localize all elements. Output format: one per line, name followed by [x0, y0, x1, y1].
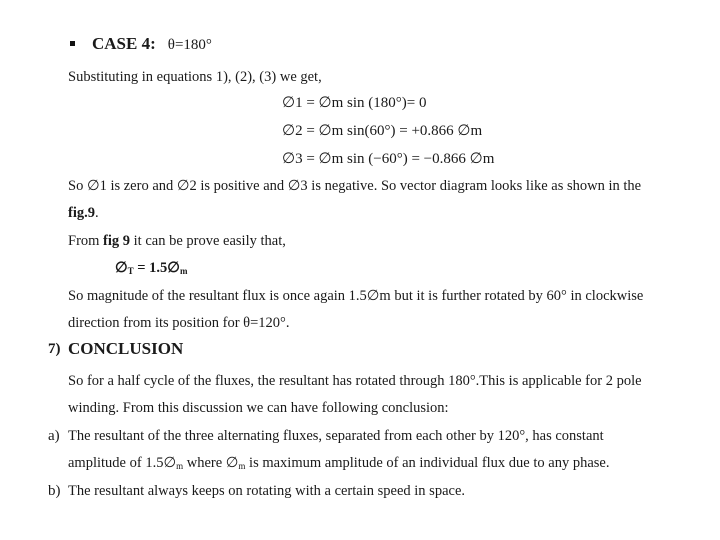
item-a-sub-2: m	[238, 461, 246, 471]
item-a-sub-1: m	[176, 461, 184, 471]
equation-2: ∅2 = ∅m sin(60°) = +0.866 ∅m	[282, 123, 483, 139]
item-a-post: is maximum amplitude of an individual flux due to any phase.	[245, 455, 610, 471]
result-sub-t: T	[127, 266, 134, 276]
from-suffix: it can be prove easily that,	[130, 233, 286, 249]
item-a-pre: amplitude of 1.5∅	[68, 455, 177, 471]
from-prefix: From	[68, 233, 104, 249]
item-b-line-1: The resultant always keeps on rotating with a certain speed in space.	[68, 483, 466, 499]
bullet-marker	[70, 41, 75, 46]
magnitude-line-1: So magnitude of the resultant flux is once again 1.5∅m but it is further rotated by 60° in clockwise	[68, 288, 644, 304]
conclusion-line-2: winding. From this discussion we can have following conclusion:	[68, 400, 449, 416]
so-line: So ∅1 is zero and ∅2 is positive and ∅3 is negative. So vector diagram looks like as shown in the	[68, 178, 642, 194]
case-label: CASE 4:	[92, 34, 156, 53]
fig-ref-dot: .	[94, 205, 99, 221]
equation-3: ∅3 = ∅m sin (−60°) = −0.866 ∅m	[282, 151, 495, 167]
section-title: CONCLUSION	[68, 339, 184, 358]
from-line	[68, 232, 286, 250]
section-number: 7)	[48, 341, 61, 357]
item-a-label: a)	[48, 428, 60, 444]
result-sub-m: m	[179, 266, 188, 276]
substituting-line: Substituting in equations 1), (2), (3) we get,	[68, 69, 322, 85]
from-fig-ref: fig 9	[103, 233, 131, 249]
conclusion-line-1: So for a half cycle of the fluxes, the resultant has rotated through 180°.This is applicable for 2 pole	[68, 373, 642, 389]
case-heading	[92, 35, 212, 54]
fig-ref: fig.9	[68, 205, 95, 221]
fig-ref-line	[68, 204, 99, 222]
result-eq: = 1.5∅	[133, 260, 180, 276]
result-phi: ∅	[115, 260, 128, 276]
item-a-line-2	[68, 454, 609, 475]
item-b-label: b)	[48, 483, 61, 499]
equation-1: ∅1 = ∅m sin (180°)= 0	[282, 95, 427, 111]
magnitude-line-2: direction from its position for θ=120°.	[68, 315, 290, 331]
item-a-mid: where ∅	[183, 455, 239, 471]
result-equation	[115, 259, 187, 280]
case-theta: θ=180°	[167, 37, 212, 53]
item-a-line-1: The resultant of the three alternating fluxes, separated from each other by 120°, has constant	[68, 428, 604, 444]
